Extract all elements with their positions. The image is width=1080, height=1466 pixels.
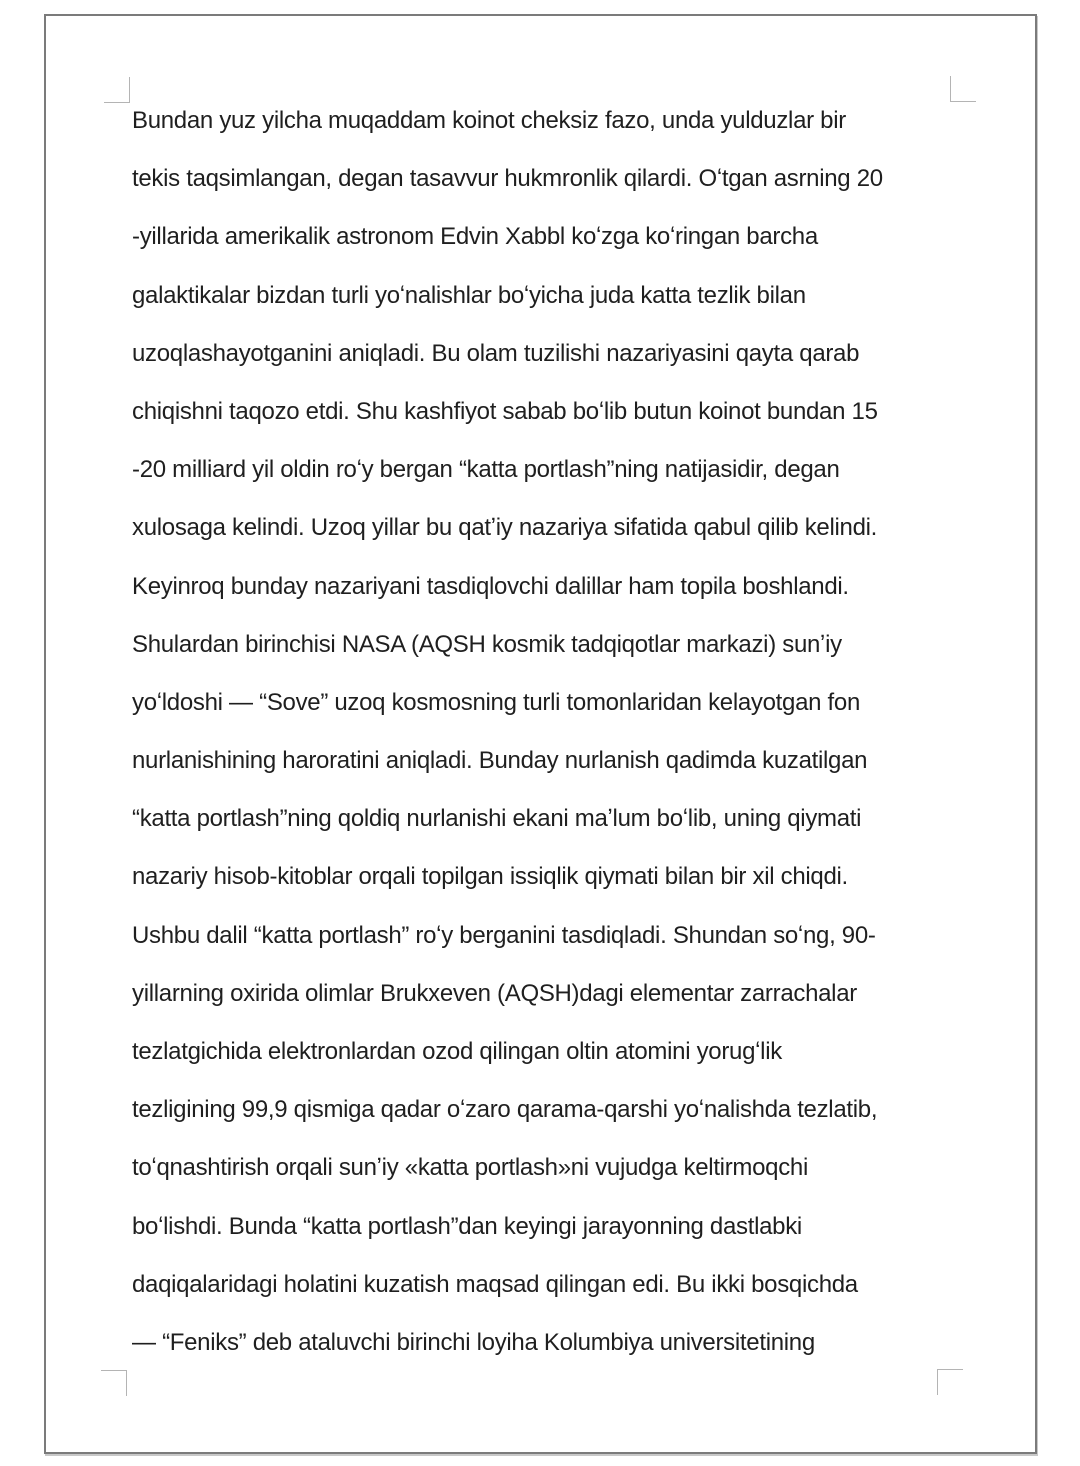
text-line: uzoqlashayotganini aniqladi. Bu olam tuzilishi nazariyasini qayta qarab	[132, 339, 860, 367]
text-line: boʻlishdi. Bunda “katta portlash”dan keyingi jarayonning dastlabki	[132, 1212, 802, 1240]
text-line: chiqishni taqozo etdi. Shu kashfiyot sabab boʻlib butun koinot bundan 15	[132, 397, 878, 425]
margin-crop-mark-bottom-left	[101, 1370, 127, 1396]
text-line: yoʻldoshi — “Sove” uzoq kosmosning turli tomonlaridan kelayotgan fon	[132, 688, 860, 716]
text-line: galaktikalar bizdan turli yoʻnalishlar boʻyicha juda katta tezlik bilan	[132, 281, 806, 309]
text-line: daqiqalaridagi holatini kuzatish maqsad qilingan edi. Bu ikki bosqichda	[132, 1270, 858, 1298]
text-line: -20 milliard yil oldin roʻy bergan “katta portlash”ning natijasidir, degan	[132, 456, 840, 484]
text-line: toʻqnashtirish orqali sunʼiy «katta portlash»ni vujudga keltirmoqchi	[132, 1154, 808, 1182]
text-line: tezligining 99,9 qismiga qadar oʻzaro qarama-qarshi yoʻnalishda tezlatib,	[132, 1096, 878, 1124]
text-line: tekis taqsimlangan, degan tasavvur hukmronlik qilardi. Oʻtgan asrning 20	[132, 165, 883, 193]
text-line: nazariy hisob-kitoblar orqali topilgan issiqlik qiymati bilan bir xil chiqdi.	[132, 863, 848, 891]
text-line: Shulardan birinchisi NASA (AQSH kosmik tadqiqotlar markazi) sunʼiy	[132, 630, 842, 658]
margin-crop-mark-top-left	[104, 77, 130, 103]
text-line: Ushbu dalil “katta portlash” roʻy berganini tasdiqladi. Shundan soʻng, 90-	[132, 921, 876, 949]
text-line: “katta portlash”ning qoldiq nurlanishi ekani maʼlum boʻlib, uning qiymati	[132, 805, 862, 833]
document-body-text[interactable]	[132, 92, 962, 1372]
text-line: Keyinroq bunday nazariyani tasdiqlovchi dalillar ham topila boshlandi.	[132, 572, 849, 600]
text-line: Bundan yuz yilcha muqaddam koinot cheksiz fazo, unda yulduzlar bir	[132, 107, 846, 134]
text-line: tezlatgichida elektronlardan ozod qilingan oltin atomini yorugʻlik	[132, 1038, 782, 1065]
margin-crop-mark-bottom-right	[937, 1369, 963, 1395]
text-line: — “Feniks” deb ataluvchi birinchi loyiha Kolumbiya universitetining	[132, 1328, 815, 1356]
text-line: nurlanishining haroratini aniqladi. Bunday nurlanish qadimda kuzatilgan	[132, 747, 868, 775]
text-line: -yillarida amerikalik astronom Edvin Xabbl koʻzga koʻringan barcha	[132, 223, 818, 251]
text-line: yillarning oxirida olimlar Brukxeven (AQSH)dagi elementar zarrachalar	[132, 979, 857, 1007]
text-line: xulosaga kelindi. Uzoq yillar bu qatʼiy nazariya sifatida qabul qilib kelindi.	[132, 514, 878, 542]
